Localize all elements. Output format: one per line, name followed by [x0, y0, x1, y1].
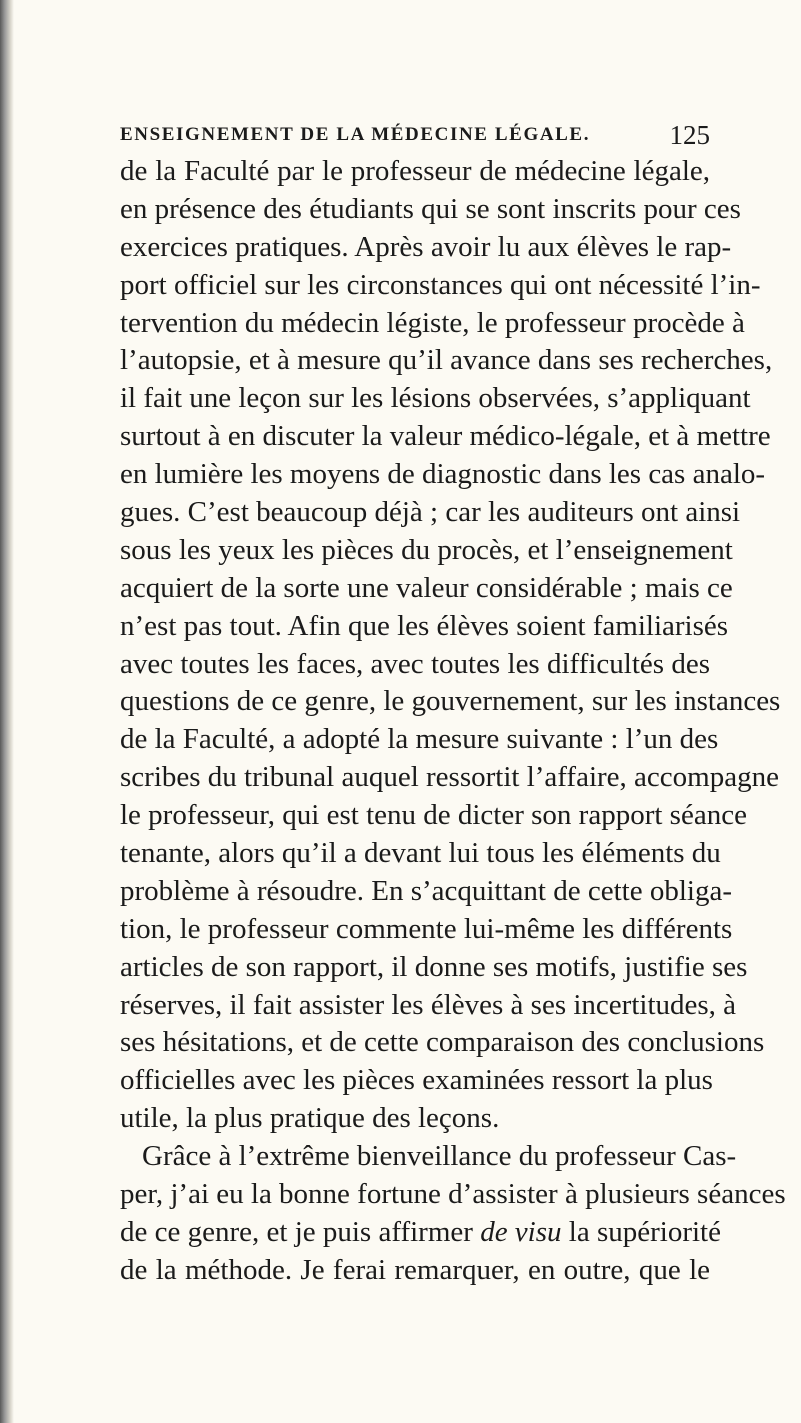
text-line: port officiel sur les circonstances qui ont nécessité l’in- [120, 268, 761, 301]
italic-phrase: de visu [480, 1215, 562, 1248]
text-line: articles de son rapport, il donne ses motifs, justifie ses [120, 950, 748, 983]
text-line: n’est pas tout. Afin que les élèves soient familiarisés [120, 609, 729, 642]
running-title: ENSEIGNEMENT DE LA MÉDECINE LÉGALE. [120, 124, 591, 145]
page-number: 125 [669, 120, 710, 150]
text-line: de la Faculté, a adopté la mesure suivante : l’un des [120, 723, 719, 756]
text-segment: de ce genre, et je puis affirmer [120, 1215, 481, 1248]
paragraph-end-line: utile, la plus pratique des leçons. [120, 1102, 500, 1135]
text-line: tion, le professeur commente lui-même les différents [120, 912, 733, 945]
text-line: avec toutes les faces, avec toutes les difficultés des [120, 647, 710, 680]
text-line: l’autopsie, et à mesure qu’il avance dans ses recherches, [120, 344, 773, 377]
text-line: gues. C’est beaucoup déjà ; car les auditeurs ont ainsi [120, 496, 741, 529]
text-line-with-italic [120, 1214, 721, 1252]
running-head [120, 122, 710, 152]
text-line: tenante, alors qu’il a devant lui tous les éléments du [120, 837, 721, 870]
body-text [120, 153, 786, 1290]
text-line: en présence des étudiants qui se sont inscrits pour ces [120, 192, 741, 225]
text-line: de la Faculté par le professeur de médecine légale, [120, 155, 710, 187]
text-line: scribes du tribunal auquel ressortit l’affaire, accompagne [120, 761, 779, 794]
paragraph-start-line: Grâce à l’extrême bienveillance du professeur Cas- [142, 1140, 737, 1173]
text-line: questions de ce genre, le gouvernement, sur les instances [120, 685, 781, 718]
text-line: acquiert de la sorte une valeur considérable ; mais ce [120, 571, 733, 604]
text-line: il fait une leçon sur les lésions observées, s’appliquant [120, 382, 751, 415]
text-segment: la supériorité [561, 1215, 721, 1248]
text-line: officielles avec les pièces examinées ressort la plus [120, 1064, 713, 1097]
text-line: per, j’ai eu la bonne fortune d’assister à plusieurs séances [120, 1178, 786, 1211]
text-line: problème à résoudre. En s’acquittant de cette obliga- [120, 874, 732, 907]
text-line: sous les yeux les pièces du procès, et l’enseignement [120, 533, 733, 566]
text-line: en lumière les moyens de diagnostic dans les cas analo- [120, 458, 766, 491]
text-line: ses hésitations, et de cette comparaison des conclusions [120, 1026, 765, 1059]
text-line: tervention du médecin légiste, le professeur procède à [120, 306, 745, 339]
text-line: réserves, il fait assister les élèves à ses incertitudes, à [120, 988, 737, 1021]
text-line: le professeur, qui est tenu de dicter son rapport séance [120, 799, 747, 832]
text-line: de la méthode. Je ferai remarquer, en outre, que le [120, 1253, 710, 1286]
text-line: exercices pratiques. Après avoir lu aux élèves le rap- [120, 230, 732, 263]
text-line: surtout à en discuter la valeur médico-légale, et à mettre [120, 420, 771, 453]
